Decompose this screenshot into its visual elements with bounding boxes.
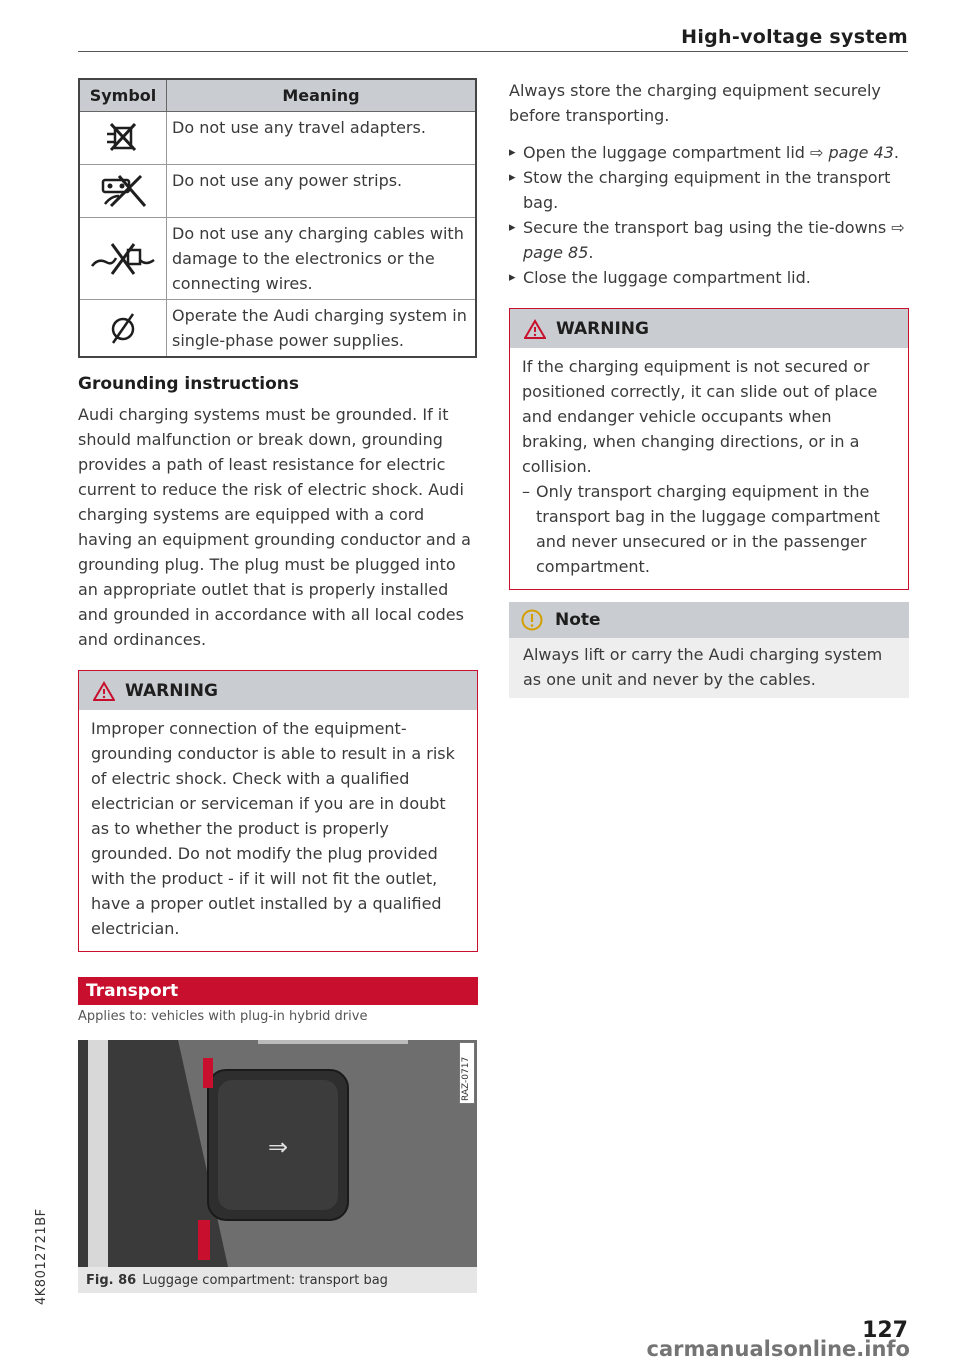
- warning-box-transport: [509, 308, 909, 590]
- note-text: Always lift or carry the Audi charging system as one unit and never by the cables.: [509, 638, 909, 698]
- left-column: [78, 78, 478, 1293]
- warning-title: WARNING: [556, 318, 649, 339]
- note-header: [509, 602, 909, 638]
- meaning-cell: Do not use any travel adapters.: [167, 112, 477, 165]
- warning-body: [510, 348, 908, 589]
- meaning-cell: Do not use any power strips.: [167, 165, 477, 218]
- warning-text: If the charging equipment is not secured or positioned correctly, it can slide out of place and endanger vehicle occupants when braking, when changing directions, or in a collision.: [522, 357, 878, 476]
- note-exclamation-icon: [521, 609, 543, 631]
- document-code: 4K8012721BF: [34, 1208, 49, 1305]
- transport-bag-figure: [78, 1040, 477, 1267]
- grounding-text: Audi charging systems must be grounded. If it should malfunction or break down, grounding provides a path of least resistance for electric current to reduce the risk of electric shock. Audi charging systems are equipped with a cord having an equipment grounding conductor and a grounding plug. The plug must be plugged into an appropriate outlet that is properly installed and grounded in accordance with all local codes and ordinances.: [78, 405, 471, 649]
- transport-steps: [509, 140, 909, 290]
- watermark: carmanualsonline.info: [646, 1337, 910, 1361]
- no-travel-adapter-icon: [103, 120, 143, 156]
- page-number: 127: [862, 1318, 908, 1343]
- no-power-strip-icon: [97, 174, 149, 208]
- warning-header: [510, 309, 908, 348]
- luggage-compartment-image: [78, 1040, 477, 1267]
- note-title: Note: [555, 610, 601, 630]
- warning-text: Improper connection of the equipment-grounding conductor is able to result in a risk of electric shock. Check with a qualified electrician or serviceman if you are in doubt as to whether the product is properly grounded. Do not modify the plug provided with the product - if it will not fit the outlet, have a proper outlet installed by a qualified electrician.: [79, 710, 477, 951]
- figure-caption-text: Luggage compartment: transport bag: [142, 1272, 388, 1288]
- transport-heading: Transport: [78, 977, 478, 1005]
- list-item: ▸ Open the luggage compartment lid ⇨ page 43.: [509, 140, 909, 165]
- grounding-heading: Grounding instructions: [78, 374, 299, 394]
- table-row: [79, 112, 476, 165]
- warning-title: WARNING: [125, 680, 218, 701]
- symbols-table: [78, 78, 477, 358]
- note-box: [509, 602, 909, 698]
- figure-label: Fig. 86: [86, 1272, 137, 1288]
- meaning-cell: Do not use any charging cables with damage to the electronics or the connecting wires.: [167, 218, 477, 300]
- warning-list-item: – Only transport charging equipment in the transport bag in the luggage compartment and never unsecured or in the passenger compartment.: [522, 479, 896, 579]
- list-item: ▸ Secure the transport bag using the tie-downs ⇨ page 85.: [509, 215, 909, 265]
- col-header-meaning: Meaning: [167, 79, 477, 112]
- list-item: ▸ Close the luggage compartment lid.: [509, 265, 909, 290]
- figure-caption: [78, 1267, 477, 1293]
- page-header-title: High-voltage system: [681, 26, 908, 48]
- header-rule: [78, 51, 908, 52]
- transport-intro: Always store the charging equipment securely before transporting.: [509, 81, 881, 125]
- warning-triangle-icon: [93, 681, 115, 701]
- single-phase-icon: [107, 311, 139, 345]
- warning-header: [79, 671, 477, 710]
- meaning-cell: Operate the Audi charging system in single-phase power supplies.: [167, 300, 477, 358]
- applies-to-text: Applies to: vehicles with plug-in hybrid drive: [78, 1009, 368, 1024]
- page-ref-link[interactable]: ⇨ page 85: [523, 218, 905, 262]
- list-item: ▸ Stow the charging equipment in the transport bag.: [509, 165, 909, 215]
- warning-box-grounding: [78, 670, 478, 952]
- col-header-symbol: Symbol: [79, 79, 167, 112]
- table-row: [79, 300, 476, 358]
- warning-triangle-icon: [524, 319, 546, 339]
- right-column: [509, 78, 909, 698]
- svg-text:⇒: ⇒: [267, 1133, 289, 1161]
- figure-code: RAZ-0717: [459, 1042, 475, 1104]
- table-row: [79, 165, 476, 218]
- page-ref-link[interactable]: ⇨ page 43: [810, 143, 894, 162]
- table-row: [79, 218, 476, 300]
- no-damaged-cable-icon: [88, 242, 158, 276]
